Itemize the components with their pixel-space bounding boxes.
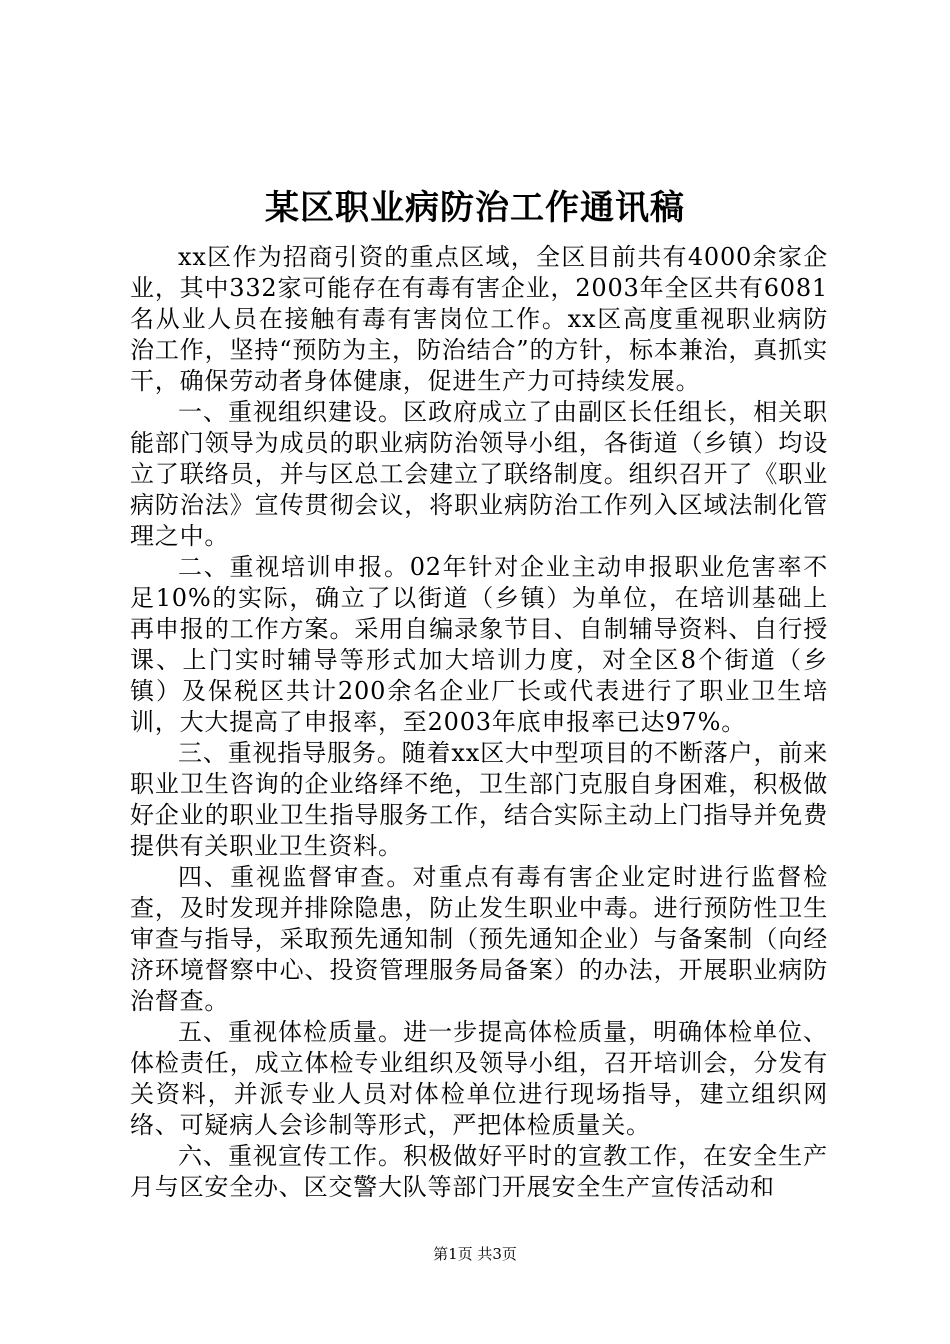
document-title: 某区职业病防治工作通讯稿 [265, 188, 685, 228]
document-body [130, 242, 828, 1203]
section-publicity-paragraph: 六、重视宣传工作。积极做好平时的宣教工作，在安全生产月与区安全办、区交警大队等部门开展安全生产宣传活动和 [130, 1142, 828, 1201]
intro-paragraph: xx区作为招商引资的重点区域，全区目前共有4000余家企业，其中332家可能存在有毒有害企业，2003年全区共有6081名从业人员在接触有毒有害岗位工作。xx区高度重视职业病防治工作，坚持“预防为主，防治结合”的方针，标本兼治，真抓实干，确保劳动者身体健康，促进生产力可持续发展。 [130, 243, 828, 395]
section-guidance-paragraph: 三、重视指导服务。随着xx区大中型项目的不断落户，前来职业卫生咨询的企业络绎不绝，卫生部门克服自身困难，积极做好企业的职业卫生指导服务工作，结合实际主动上门指导并免费提供有关职业卫生资料。 [130, 739, 828, 860]
section-training-paragraph: 二、重视培训申报。02年针对企业主动申报职业危害率不足10%的实际，确立了以街道（乡镇）为单位，在培训基础上再申报的工作方案。采用自编录象节目、自制辅导资料、自行授课、上门实时辅导等形式加大培训力度，对全区8个街道（乡镇）及保税区共计200余名企业厂长或代表进行了职业卫生培训，大大提高了申报率，至2003年底申报率已达97%。 [130, 553, 828, 736]
page-number: 第1页 共3页 [433, 1245, 517, 1263]
section-supervision-paragraph: 四、重视监督审查。对重点有毒有害企业定时进行监督检查，及时发现并排除隐患，防止发生职业中毒。进行预防性卫生审查与指导，采取预先通知制（预先通知企业）与备案制（向经济环境督察中心、投资管理服务局备案）的办法，开展职业病防治督查。 [130, 863, 828, 1015]
section-examination-paragraph: 五、重视体检质量。进一步提高体检质量，明确体检单位、体检责任，成立体检专业组织及领导小组，召开培训会，分发有关资料，并派专业人员对体检单位进行现场指导，建立组织网络、可疑病人会诊制等形式，严把体检质量关。 [130, 1018, 828, 1139]
section-organization-paragraph: 一、重视组织建设。区政府成立了由副区长任组长，相关职能部门领导为成员的职业病防治领导小组，各街道（乡镇）均设立了联络员，并与区总工会建立了联络制度。组织召开了《职业病防治法》宣传贯彻会议，将职业病防治工作列入区域法制化管理之中。 [130, 398, 828, 550]
